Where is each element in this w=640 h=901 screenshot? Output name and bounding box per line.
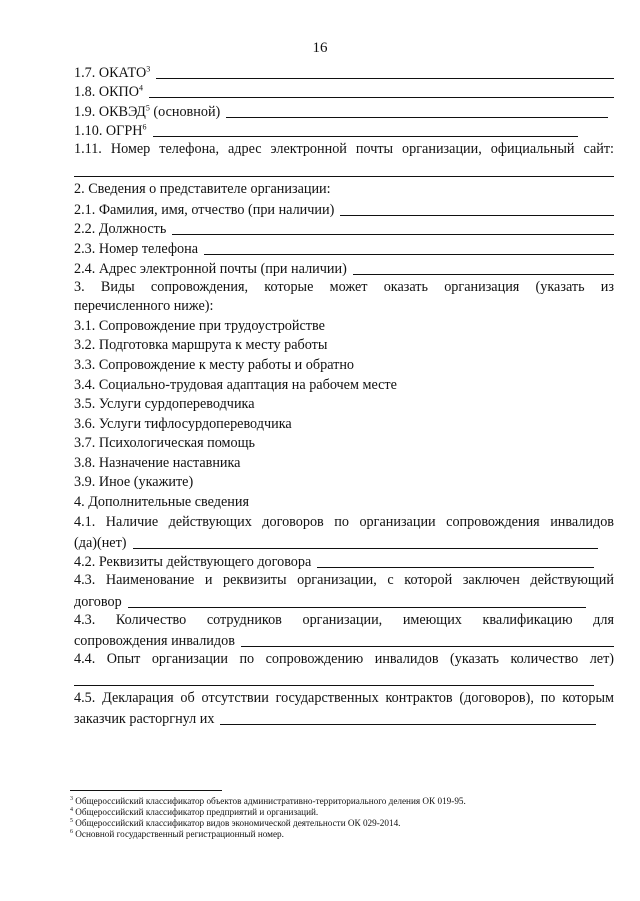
- footnote-divider: [70, 790, 222, 791]
- q43b-label: 4.3. Количество сотрудников организации, имеющих квалификацию для: [74, 611, 614, 628]
- field-email: 2.4. Адрес электронной почты (при наличии): [74, 258, 614, 278]
- field-okpo: [74, 82, 614, 102]
- fio-input-line[interactable]: [340, 203, 614, 216]
- q41-label: 4.1. Наличие действующих договоров по организации сопровождения инвалидов: [74, 513, 614, 530]
- email-input-line[interactable]: [353, 262, 614, 275]
- support-option: 3.7. Психологическая помощь: [74, 435, 256, 452]
- field-label: 1.7. ОКАТО$^3$: [74, 63, 151, 81]
- support-option: 3.2. Подготовка маршрута к месту работы: [74, 337, 328, 354]
- section2-heading: 2. Сведения о представителе организации:: [74, 180, 331, 197]
- q43-label: 4.3. Наименование и реквизиты организации, с которой заключен действующий: [74, 572, 614, 589]
- support-option: 3.9. Иное (укажите): [74, 474, 194, 491]
- section3-heading: 3. Виды сопровождения, которые может оказать организация (указать из: [74, 278, 614, 295]
- field-label: 1.9. ОКВЭД$^5$ (основной): [74, 103, 221, 120]
- contacts-input-line[interactable]: [74, 160, 614, 180]
- field-ogrn: [74, 121, 614, 141]
- field-q41: (да)(нет): [74, 532, 614, 552]
- footnote: $^6$ Основной государственный регистрационный номер.: [70, 828, 284, 839]
- q43b-input-line[interactable]: [241, 634, 614, 647]
- q44-input-line[interactable]: [74, 669, 594, 689]
- field-fio: 2.1. Фамилия, имя, отчество (при наличии): [74, 199, 614, 219]
- support-option: 3.4. Социально-трудовая адаптация на рабочем месте: [74, 376, 397, 393]
- field-label: 1.10. ОГРН$^6$: [74, 122, 147, 140]
- form-content: [74, 62, 614, 728]
- q41-input-line[interactable]: [133, 536, 598, 549]
- field-phone: 2.3. Номер телефона: [74, 238, 614, 258]
- field-q45: заказчик расторгнул их: [74, 709, 614, 729]
- okved-input-line[interactable]: [226, 105, 608, 118]
- support-option: 3.5. Услуги сурдопереводчика: [74, 396, 255, 413]
- position-input-line[interactable]: [172, 222, 614, 235]
- support-option: 3.6. Услуги тифлосурдопереводчика: [74, 415, 292, 432]
- field-q43b: сопровождения инвалидов: [74, 630, 614, 650]
- field-position: 2.2. Должность: [74, 219, 614, 239]
- support-option: 3.1. Сопровождение при трудоустройстве: [74, 317, 325, 334]
- support-option: 3.8. Назначение наставника: [74, 454, 241, 471]
- footnote: $^4$ Общероссийский классификатор предприятий и организаций.: [70, 806, 319, 817]
- q44-label: 4.4. Опыт организации по сопровождению инвалидов (указать количество лет): [74, 650, 614, 667]
- q45-input-line[interactable]: [220, 712, 596, 725]
- field-okato: [74, 62, 614, 82]
- phone-input-line[interactable]: [204, 242, 614, 255]
- field-q42: 4.2. Реквизиты действующего договора: [74, 552, 614, 572]
- footnote: $^5$ Общероссийский классификатор видов экономической деятельности ОК 029-2014.: [70, 817, 401, 828]
- section3-heading-cont: перечисленного ниже):: [74, 298, 214, 315]
- okato-input-line[interactable]: [156, 66, 614, 79]
- okpo-input-line[interactable]: [149, 85, 614, 98]
- support-option: 3.3. Сопровождение к месту работы и обратно: [74, 356, 355, 373]
- section4-heading: 4. Дополнительные сведения: [74, 494, 249, 511]
- field-okved: [74, 101, 614, 121]
- q43-input-line[interactable]: [128, 595, 586, 608]
- q42-input-line[interactable]: [317, 555, 594, 568]
- field-label: 1.8. ОКПО$^4$: [74, 83, 144, 101]
- field-q43: договор: [74, 591, 614, 611]
- footnotes: [70, 796, 466, 840]
- contacts-label: 1.11. Номер телефона, адрес электронной почты организации, официальный сайт:: [74, 141, 614, 158]
- footnote: $^3$ Общероссийский классификатор объектов административно-территориального деления ОК 019-95.: [70, 795, 466, 806]
- page-number: 16: [312, 40, 328, 56]
- ogrn-input-line[interactable]: [153, 124, 578, 137]
- q45-label: 4.5. Декларация об отсутствии государственных контрактов (договоров), по которым: [74, 690, 614, 706]
